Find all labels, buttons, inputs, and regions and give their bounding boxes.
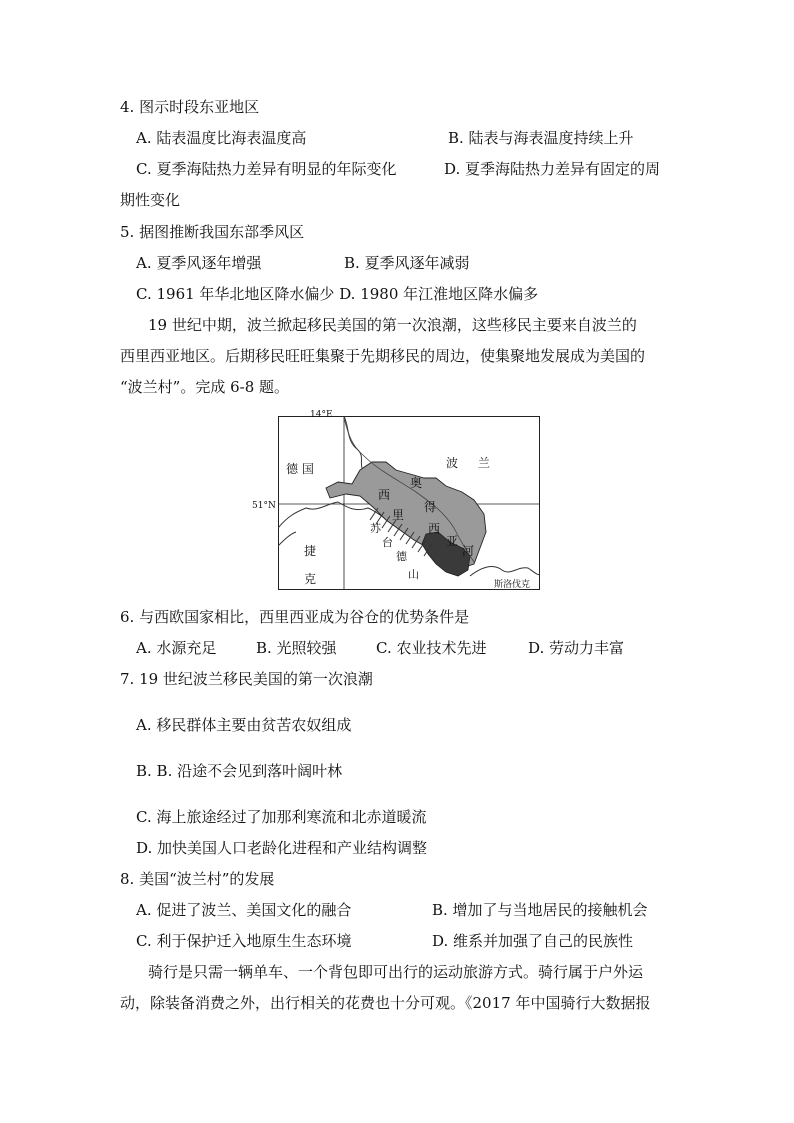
map-label-oder-3: 河 [462, 544, 475, 558]
map-label-silesia-3: 西 [428, 522, 441, 536]
map-label-slovakia: 斯洛伐克 [494, 580, 531, 590]
q8-option-d: D. 维系并加强了自己的民族性 [432, 932, 634, 950]
passage1-line2: 西里西亚地区。后期移民旺旺集聚于先期移民的周边，使集聚地发展成为美国的 [120, 347, 646, 365]
q7-option-d: D. 加快美国人口老龄化进程和产业结构调整 [136, 839, 428, 857]
map-longitude-label: 14°E [310, 410, 333, 420]
map-label-oder-2: 得 [424, 500, 437, 514]
passage1-line3: “波兰村”。完成 6-8 题。 [120, 378, 290, 396]
q4-option-b: B. 陆表与海表温度持续上升 [448, 129, 634, 147]
q5-stem: 5. 据图推断我国东部季风区 [120, 223, 305, 241]
map-label-czech-1: 捷 [304, 544, 317, 558]
q8-option-c: C. 利于保护迁入地原生生态环境 [136, 932, 352, 950]
map-label-poland: 波 兰 [446, 456, 498, 470]
q7-option-b: B. B. 沿途不会见到落叶阔叶林 [136, 762, 343, 780]
q6-stem: 6. 与西欧国家相比，西里西亚成为谷仓的优势条件是 [120, 608, 470, 626]
q5-option-cd: C. 1961 年华北地区降水偏少 D. 1980 年江淮地区降水偏多 [136, 285, 539, 303]
q5-option-a: A. 夏季风逐年增强 [136, 254, 262, 272]
map-label-sudeten-2: 台 [382, 536, 393, 549]
q6-option-d: D. 劳动力丰富 [528, 639, 625, 657]
map-label-oder-1: 奥 [410, 476, 423, 490]
map-label-silesia-4: 亚 [446, 534, 459, 548]
q4-option-a: A. 陆表温度比海表温度高 [136, 129, 307, 147]
map-label-sudeten-3: 德 [396, 550, 407, 563]
q7-option-a: A. 移民群体主要由贫苦农奴组成 [136, 716, 352, 734]
q8-stem: 8. 美国“波兰村”的发展 [120, 870, 275, 888]
map-label-czech-2: 克 [304, 572, 317, 586]
silesia-map [252, 410, 540, 590]
q6-option-a: A. 水源充足 [136, 639, 217, 657]
q8-option-b: B. 增加了与当地居民的接触机会 [432, 901, 648, 919]
passage2-line1: 骑行是只需一辆单车、一个背包即可出行的运动旅游方式。骑行属于户外运 [148, 963, 644, 981]
q5-option-b: B. 夏季风逐年减弱 [344, 254, 470, 272]
q4-option-c: C. 夏季海陆热力差异有明显的年际变化 [136, 160, 397, 178]
map-label-silesia-2: 里 [392, 508, 405, 522]
q4-option-d: D. 夏季海陆热力差异有固定的周 [444, 160, 661, 178]
passage2-line2: 动，除装备消费之外，出行相关的花费也十分可观。《2017 年中国骑行大数据报 [120, 994, 651, 1012]
map-label-silesia-1: 西 [378, 488, 391, 502]
map-label-germany: 德 国 [286, 462, 314, 476]
q6-option-b: B. 光照较强 [256, 639, 337, 657]
passage1-line1: 19 世纪中期，波兰掀起移民美国的第一次浪潮，这些移民主要来自波兰的 [148, 316, 637, 334]
map-latitude-label: 51°N [252, 501, 276, 511]
map-label-sudeten-4: 山 [408, 568, 419, 581]
q6-option-c: C. 农业技术先进 [376, 639, 487, 657]
q8-option-a: A. 促进了波兰、美国文化的融合 [136, 901, 352, 919]
q7-option-c: C. 海上旅途经过了加那利寒流和北赤道暖流 [136, 808, 427, 826]
q7-stem: 7. 19 世纪波兰移民美国的第一次浪潮 [120, 670, 373, 688]
map-label-sudeten-1: 苏 [370, 522, 381, 535]
q4-option-d-cont: 期性变化 [120, 191, 181, 209]
q4-stem: 4. 图示时段东亚地区 [120, 98, 260, 116]
